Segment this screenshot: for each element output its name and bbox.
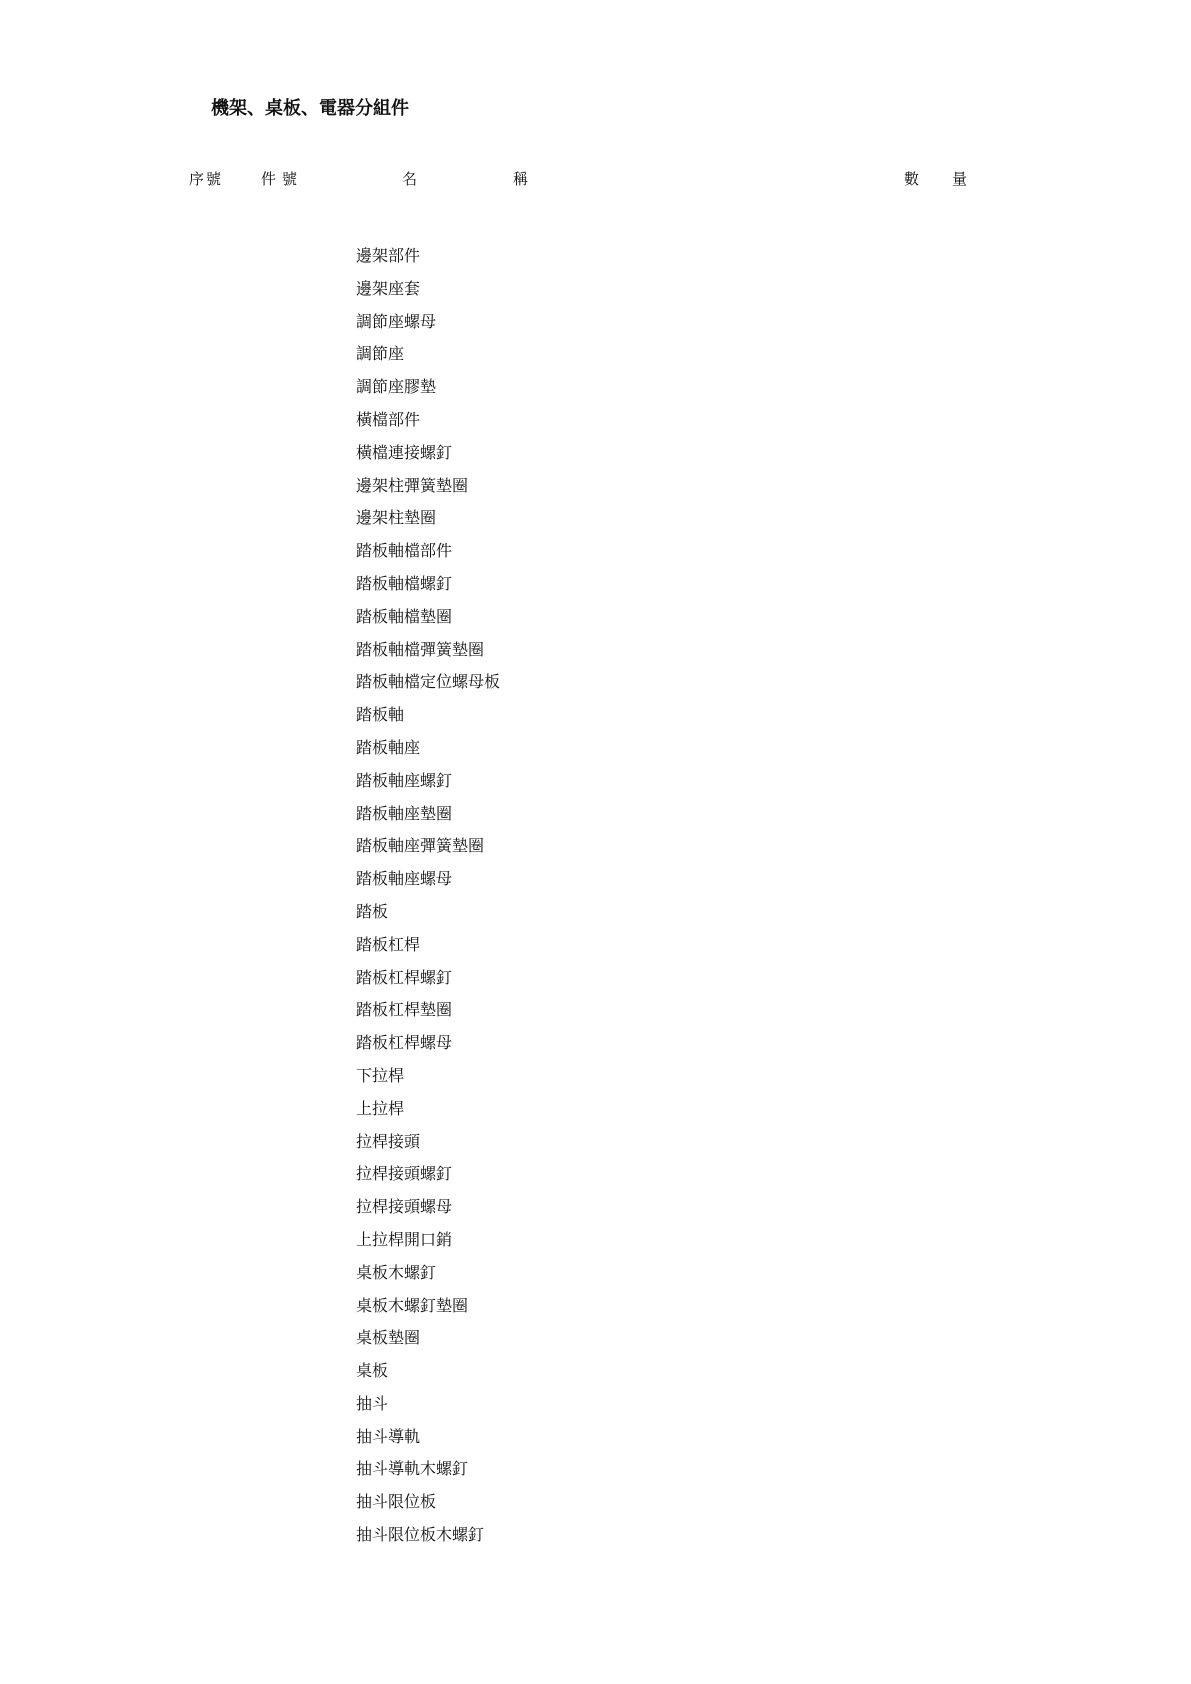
list-item: 桌板墊圈 (356, 1328, 421, 1348)
list-item: 抽斗導軌木螺釘 (356, 1459, 469, 1479)
list-item: 橫檔部件 (356, 409, 421, 429)
header-part-no: 件號 (261, 170, 304, 188)
list-item: 踏板杠桿墊圈 (356, 1000, 453, 1020)
header-qty-2: 量 (952, 170, 968, 188)
list-item: 抽斗限位板 (356, 1492, 437, 1512)
list-item: 抽斗限位板木螺釘 (356, 1525, 485, 1545)
list-item: 踏板軸檔墊圈 (356, 606, 453, 626)
list-item: 踏板杠桿 (356, 934, 421, 954)
header-qty-1: 數 (904, 170, 920, 188)
list-item: 抽斗 (356, 1393, 389, 1413)
list-item: 踏板軸檔部件 (356, 541, 453, 561)
list-item: 調節座 (356, 344, 405, 364)
parts-list (356, 244, 500, 1556)
list-item: 踏板軸座彈簧墊圈 (356, 836, 485, 856)
list-item: 橫檔連接螺釘 (356, 442, 453, 462)
header-name-1: 名 (402, 170, 418, 188)
list-item: 拉桿接頭螺母 (356, 1197, 453, 1217)
list-item: 邊架柱彈簧墊圈 (356, 475, 469, 495)
list-item: 邊架座套 (356, 278, 421, 298)
list-item: 踏板 (356, 901, 389, 921)
list-item: 踏板軸座墊圈 (356, 803, 453, 823)
list-item: 踏板軸檔螺釘 (356, 573, 453, 593)
list-item: 踏板杠桿螺母 (356, 1033, 453, 1053)
list-item: 上拉桿開口銷 (356, 1229, 453, 1249)
list-item: 桌板木螺釘墊圈 (356, 1295, 469, 1315)
list-item: 調節座膠墊 (356, 377, 437, 397)
list-item: 調節座螺母 (356, 311, 437, 331)
list-item: 邊架柱墊圈 (356, 508, 437, 528)
list-item: 踏板軸座螺母 (356, 869, 453, 889)
list-item: 下拉桿 (356, 1065, 405, 1085)
list-item: 抽斗導軌 (356, 1426, 421, 1446)
list-item: 拉桿接頭 (356, 1131, 421, 1151)
document-title: 機架、桌板、電器分組件 (211, 98, 409, 119)
list-item: 踏板軸座螺釘 (356, 770, 453, 790)
list-item: 踏板軸 (356, 705, 405, 725)
list-item: 桌板 (356, 1361, 389, 1381)
list-item: 邊架部件 (356, 246, 421, 265)
list-item: 拉桿接頭螺釘 (356, 1164, 453, 1184)
list-item: 上拉桿 (356, 1098, 405, 1118)
list-item: 桌板木螺釘 (356, 1262, 437, 1282)
list-item: 踏板軸檔彈簧墊圈 (356, 639, 485, 659)
list-item: 踏板軸檔定位螺母板 (356, 672, 501, 692)
list-item: 踏板杠桿螺釘 (356, 967, 453, 987)
list-item: 踏板軸座 (356, 737, 421, 757)
header-seq: 序號 (189, 170, 224, 188)
header-name-2: 稱 (513, 170, 529, 188)
